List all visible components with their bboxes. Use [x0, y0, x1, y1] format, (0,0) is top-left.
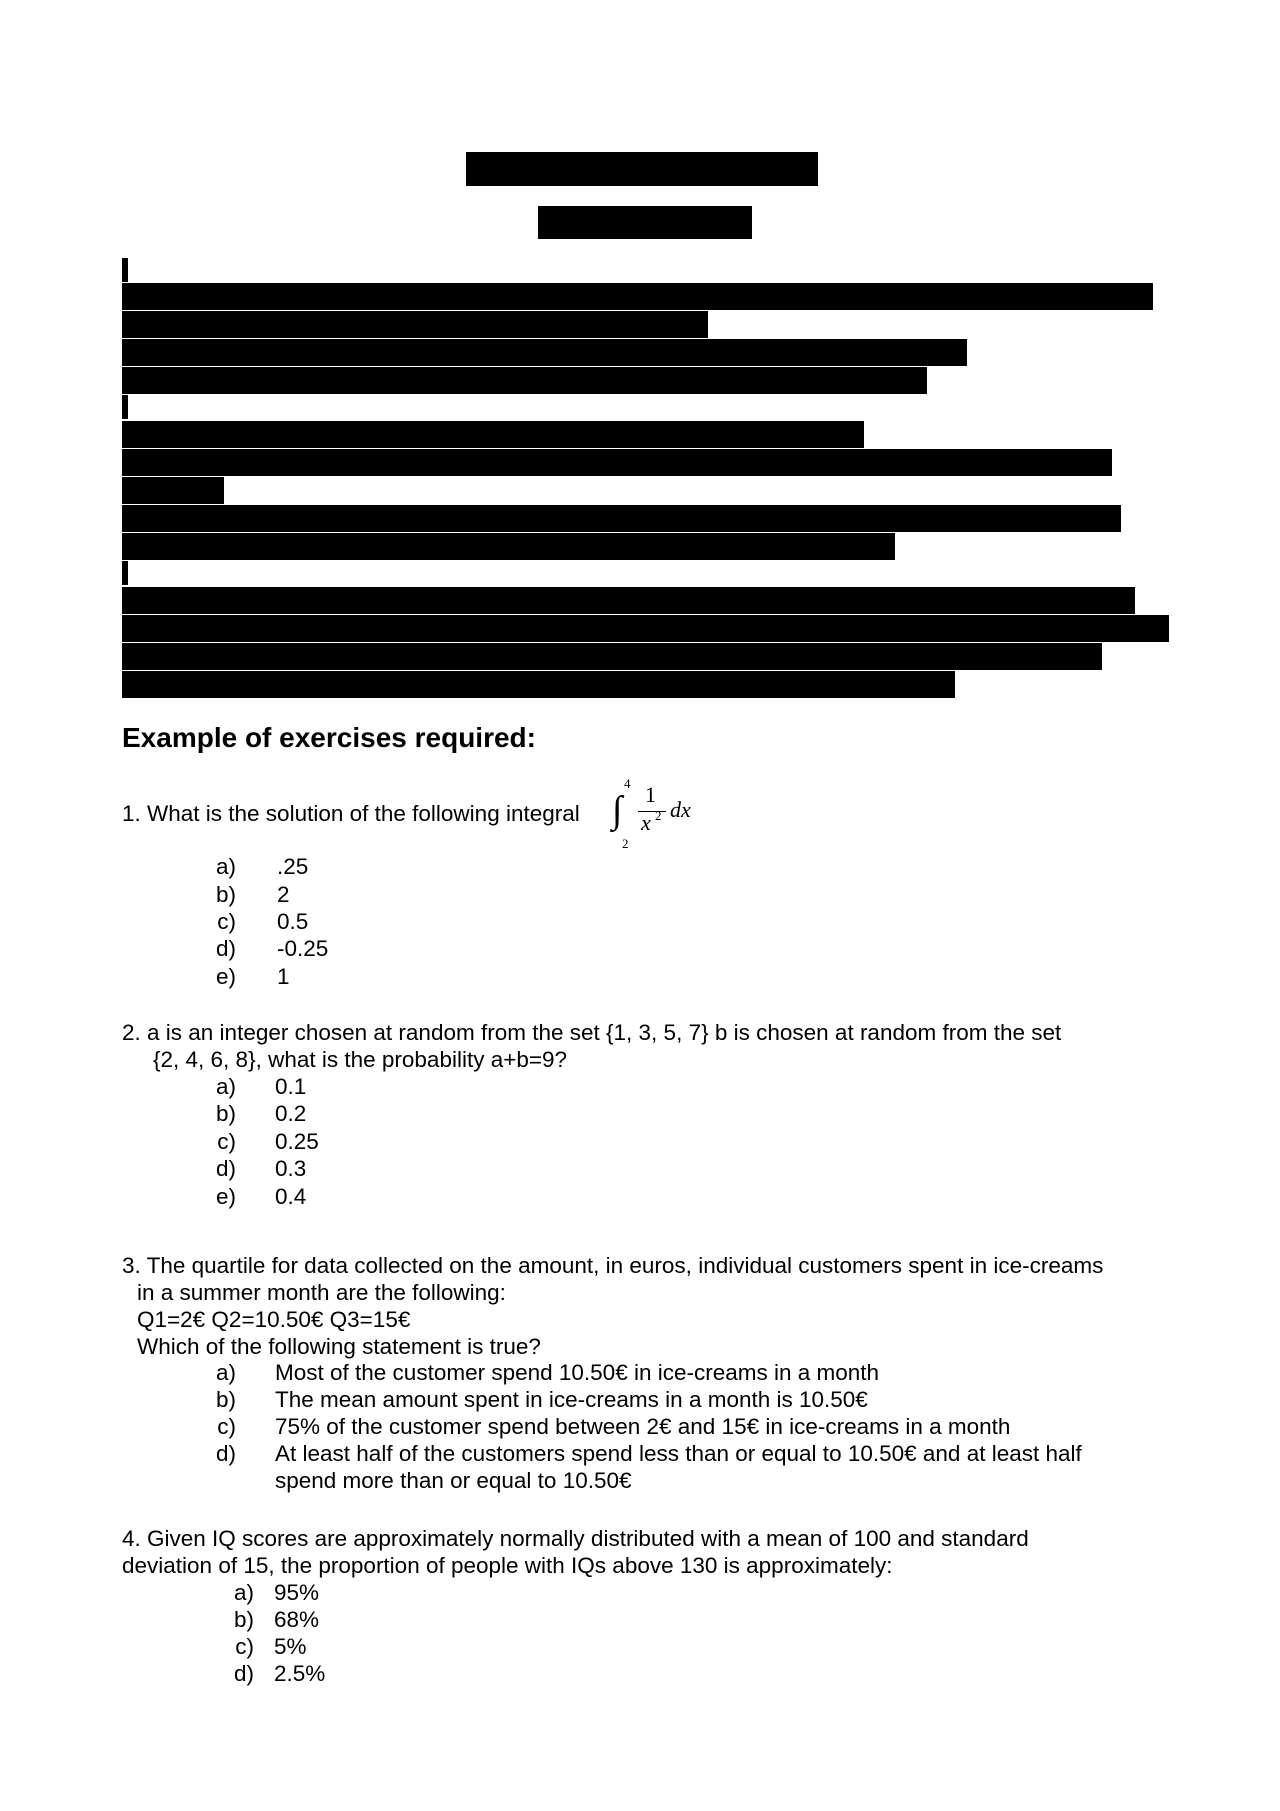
- option-letter: a): [215, 1074, 236, 1099]
- redacted-line: [122, 643, 1102, 670]
- option-letter: a): [215, 1360, 236, 1385]
- redacted-line: [122, 671, 955, 698]
- redacted-line: [122, 505, 1121, 532]
- option-text: 68%: [274, 1607, 320, 1632]
- option-text: At least half of the customers spend less than or equal to 10.50€ and at least half: [275, 1441, 1082, 1466]
- redacted-line: [122, 395, 128, 419]
- option-text: 5%: [274, 1634, 307, 1659]
- redacted-line: [122, 283, 1153, 310]
- option-text: 0.2: [275, 1101, 307, 1126]
- option-letter: b): [215, 1387, 236, 1412]
- question-3-prompt: Which of the following statement is true?: [137, 1334, 541, 1359]
- option-letter: a): [233, 1580, 254, 1605]
- option-text: The mean amount spent in ice-creams in a month is 10.50€: [275, 1387, 868, 1412]
- option-letter: c): [235, 1634, 254, 1659]
- option-letter: d): [215, 936, 236, 961]
- question-1-text: 1. What is the solution of the following integral: [122, 801, 580, 826]
- redacted-line: [122, 449, 1112, 476]
- redacted-line: [122, 615, 1169, 642]
- redacted-line: [122, 587, 1135, 614]
- option-letter: d): [215, 1156, 236, 1181]
- option-letter: c): [217, 1129, 236, 1154]
- option-text: 1: [277, 964, 290, 989]
- option-text: 95%: [274, 1580, 320, 1605]
- redacted-subtitle: [538, 206, 752, 239]
- redacted-line: [122, 421, 864, 448]
- option-text: 75% of the customer spend between 2€ and 15€ in ice-creams in a month: [275, 1414, 1011, 1439]
- redacted-line: [122, 339, 967, 366]
- option-letter: e): [215, 1184, 236, 1209]
- option-text: .25: [277, 854, 309, 879]
- quartile-values: Q1=2€ Q2=10.50€ Q3=15€: [137, 1307, 411, 1332]
- denominator-exponent: 2: [655, 808, 662, 823]
- option-text: 2: [277, 882, 290, 907]
- redacted-line: [122, 367, 927, 394]
- option-text: Most of the customer spend 10.50€ in ice-creams in a month: [275, 1360, 880, 1385]
- option-text: 0.1: [275, 1074, 307, 1099]
- option-text: 0.25: [275, 1129, 319, 1154]
- option-letter: d): [215, 1441, 236, 1466]
- differential: dx: [670, 797, 691, 822]
- option-text: 2.5%: [274, 1661, 326, 1686]
- option-letter: c): [217, 909, 236, 934]
- question-3-text: 3. The quartile for data collected on the amount, in euros, individual customers spent in ice-creams: [122, 1253, 1104, 1278]
- question-4-text-cont: deviation of 15, the proportion of people with IQs above 130 is approximately:: [122, 1553, 893, 1578]
- option-letter: c): [217, 1414, 236, 1439]
- redacted-line: [122, 561, 128, 585]
- question-2-text-cont: {2, 4, 6, 8}, what is the probability a+b=9?: [153, 1047, 568, 1072]
- redacted-line: [122, 533, 895, 560]
- option-text: 0.3: [275, 1156, 307, 1181]
- option-letter: e): [215, 964, 236, 989]
- integral-lower-limit: 2: [622, 836, 629, 851]
- redacted-line: [122, 311, 708, 338]
- option-text-cont: spend more than or equal to 10.50€: [275, 1468, 632, 1493]
- option-text: -0.25: [277, 936, 329, 961]
- redacted-title: [466, 152, 818, 186]
- option-letter: b): [215, 1101, 236, 1126]
- option-letter: b): [233, 1607, 254, 1632]
- question-4-text: 4. Given IQ scores are approximately normally distributed with a mean of 100 and standard: [122, 1526, 1029, 1551]
- option-letter: d): [233, 1661, 254, 1686]
- option-text: 0.4: [275, 1184, 307, 1209]
- option-text: 0.5: [277, 909, 309, 934]
- question-3-text-cont: in a summer month are the following:: [137, 1280, 506, 1305]
- redacted-line: [122, 477, 224, 504]
- question-2-text: 2. a is an integer chosen at random from the set {1, 3, 5, 7} b is chosen at random from the set: [122, 1020, 1062, 1045]
- fraction-numerator: 1: [645, 782, 656, 807]
- integral-sign: ∫: [612, 789, 623, 831]
- integral-upper-limit: 4: [624, 776, 631, 791]
- fraction-denominator: x: [641, 810, 651, 835]
- option-letter: b): [215, 882, 236, 907]
- page-heading: Example of exercises required:: [122, 722, 536, 753]
- integral-expression: [612, 776, 702, 851]
- option-letter: a): [215, 854, 236, 879]
- redacted-line: [122, 258, 128, 282]
